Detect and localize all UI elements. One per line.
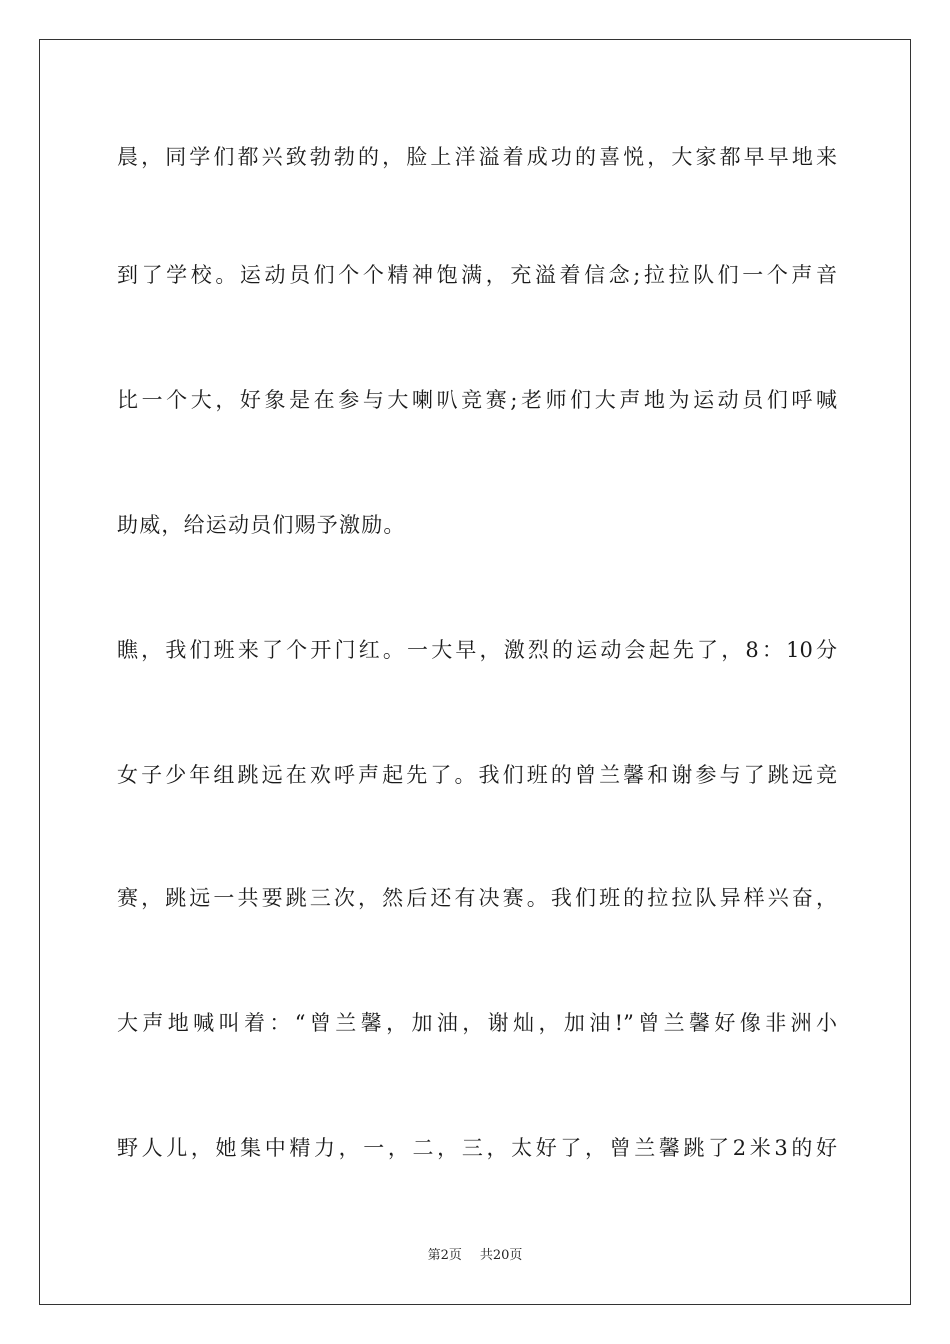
text-line: 晨，同学们都兴致勃勃的，脸上洋溢着成功的喜悦，大家都早早地来 [117, 145, 837, 169]
text-line: 比一个大，好象是在参与大喇叭竞赛;老师们大声地为运动员们呼喊 [117, 388, 837, 412]
page-footer [0, 1247, 950, 1265]
page-total: 共20页 [479, 1248, 523, 1263]
text-line: 野人儿，她集中精力，一，二，三，太好了，曾兰馨跳了2米3的好 [117, 1136, 837, 1160]
page-border [39, 39, 911, 1305]
text-line: 大声地喊叫着：“曾兰馨，加油，谢灿，加油!”曾兰馨好像非洲小 [117, 1011, 837, 1035]
text-line: 到了学校。运动员们个个精神饱满，充溢着信念;拉拉队们一个声音 [117, 263, 837, 287]
page-number: 第2页 [427, 1248, 462, 1263]
text-line-paragraph-end: 助威，给运动员们赐予激励。 [117, 513, 406, 537]
text-line: 赛，跳远一共要跳三次，然后还有决赛。我们班的拉拉队异样兴奋， [117, 886, 837, 910]
text-line: 女子少年组跳远在欢呼声起先了。我们班的曾兰馨和谢参与了跳远竞 [117, 763, 837, 787]
text-line: 瞧，我们班来了个开门红。一大早，激烈的运动会起先了，8：10分 [117, 638, 837, 662]
